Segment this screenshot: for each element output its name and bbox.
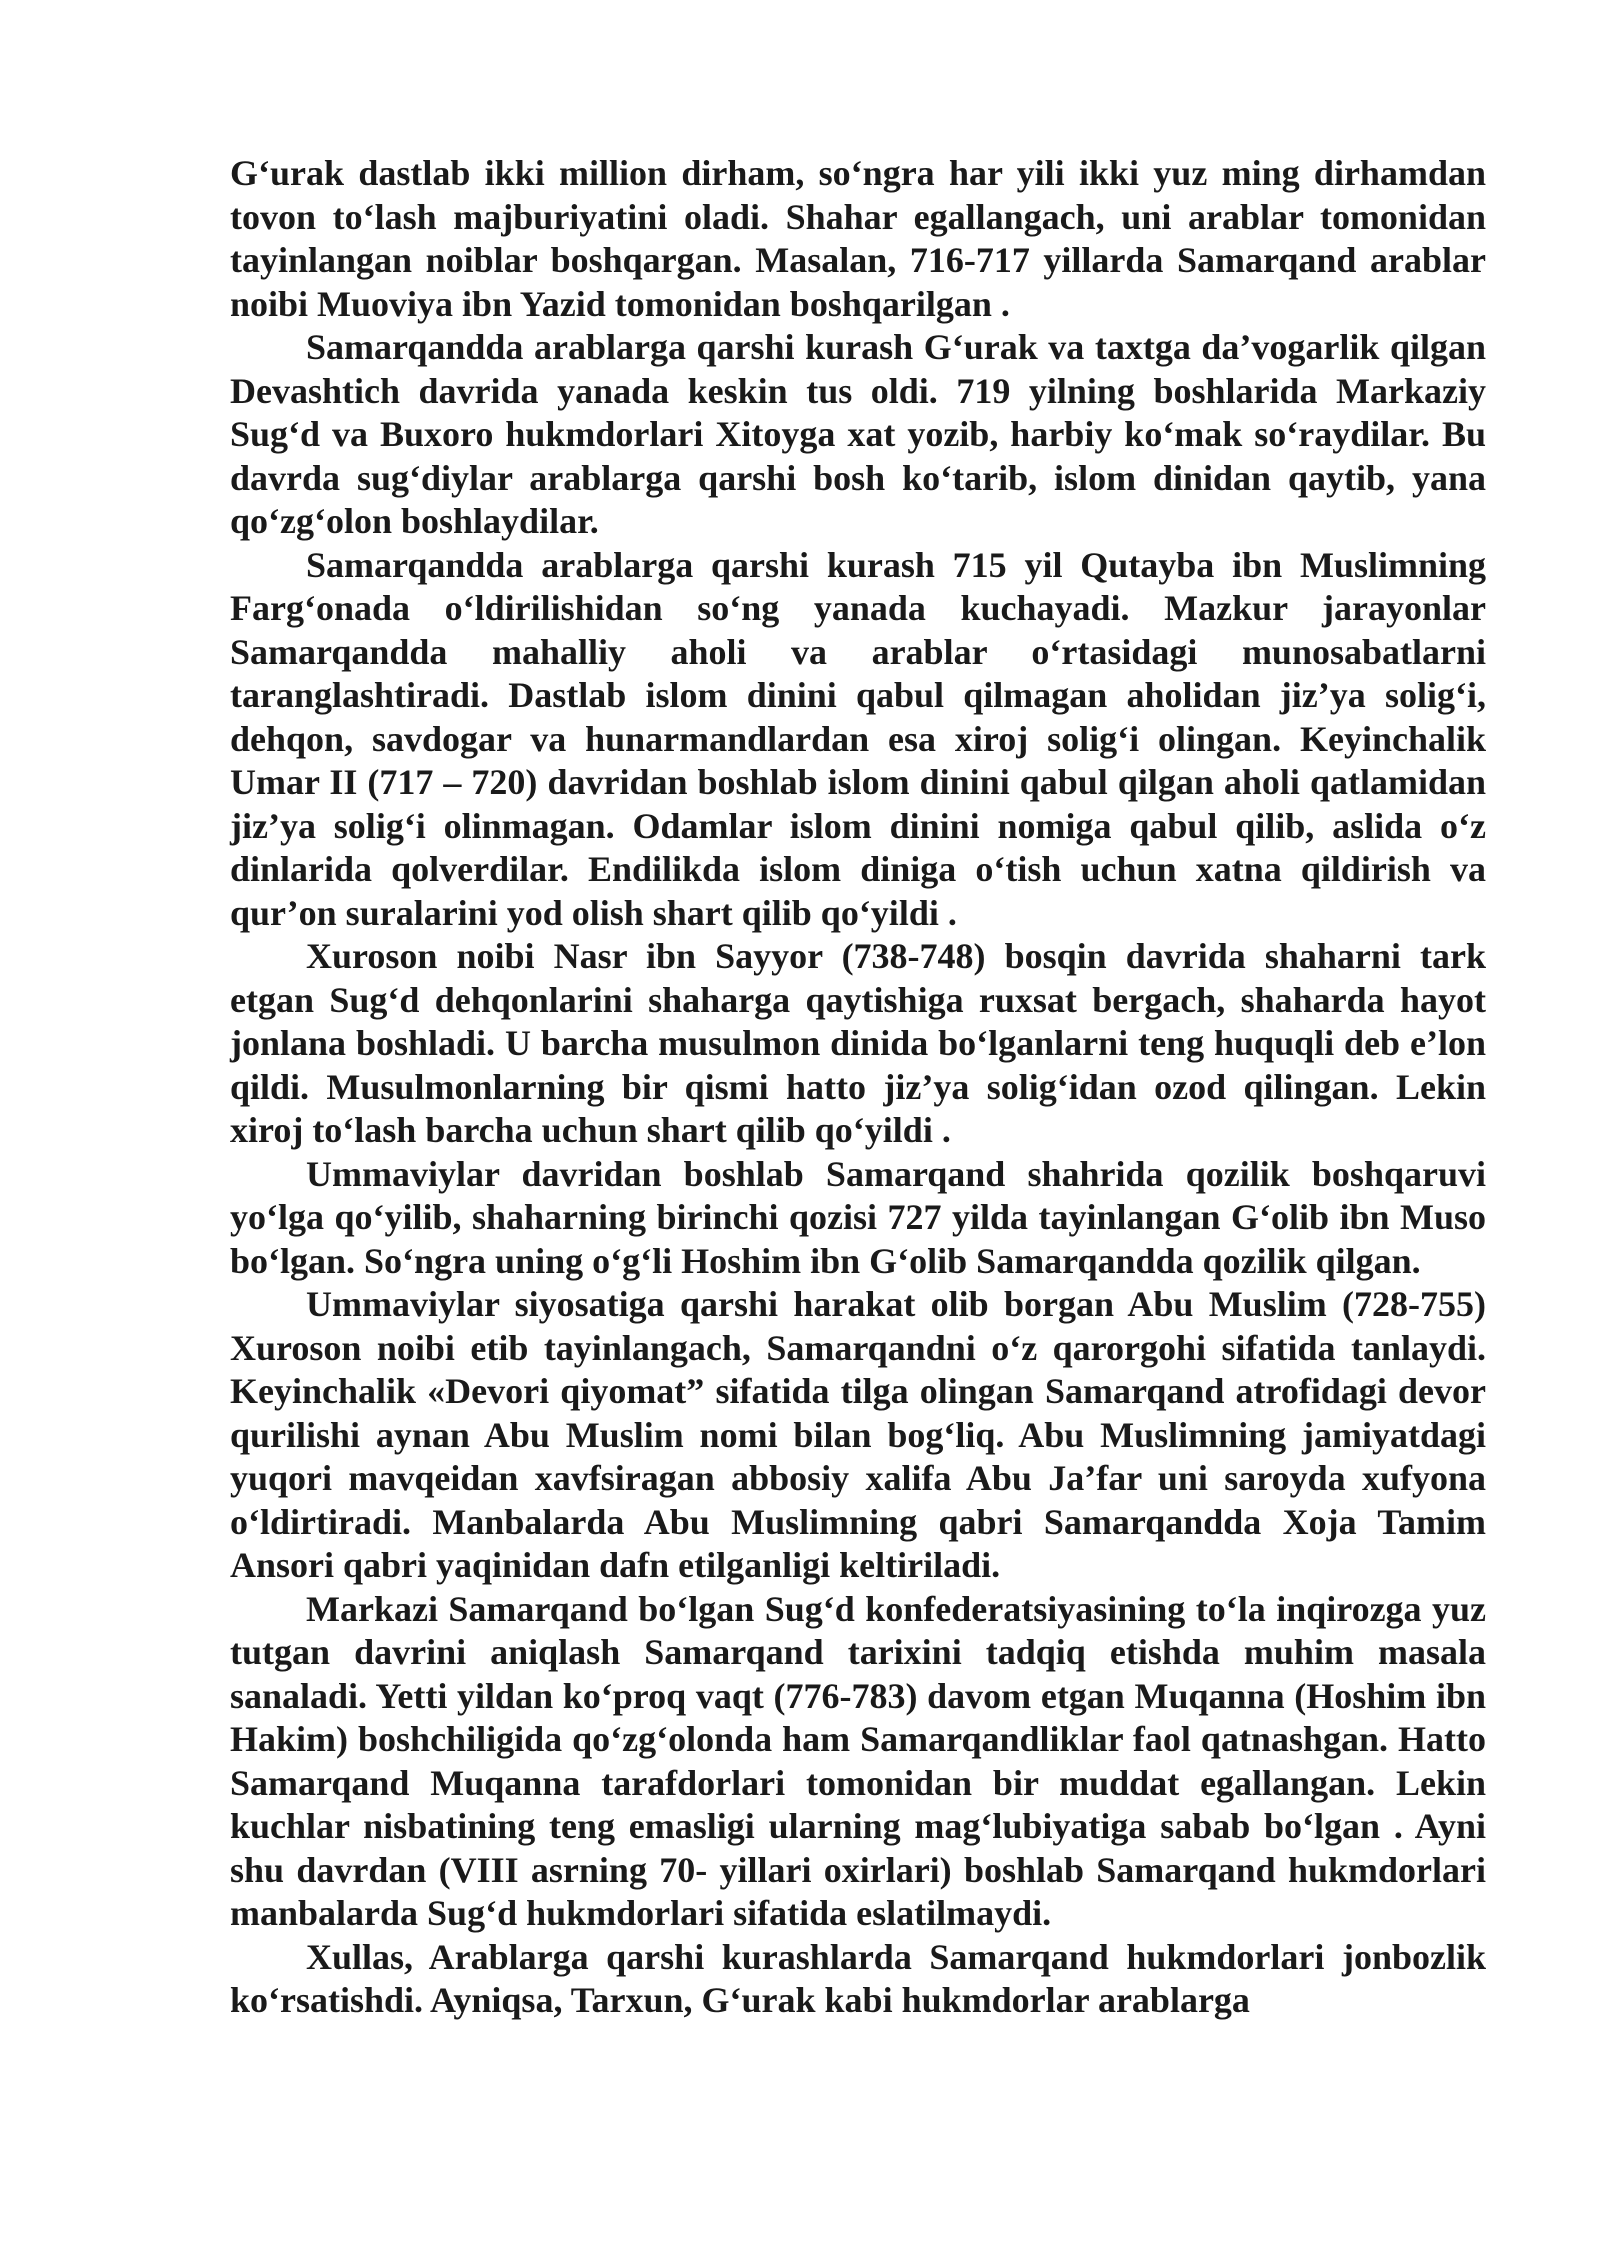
paragraph-6: Ummaviylar siyosatiga qarshi harakat olib borgan Abu Muslim (728-755) Xuroson noibi etib tayinlangach, Samarqandni o‘z qarorgohi sifatida tanlaydi. Keyinchalik «Devori qiyomat” sifatida tilga olingan Samarqand atrofidagi devor qurilishi aynan Abu Muslim nomi bilan bog‘liq. Abu Muslimning jamiyatdagi yuqori mavqeidan xavfsiragan abbosiy xalifa Abu Ja’far uni saroyda xufyona o‘ldirtiradi. Manbalarda Abu Muslimning qabri Samarqandda Xoja Tamim Ansori qabri yaqinidan dafn etilganligi keltiriladi. [230,1284,1486,1585]
paragraph-2: Samarqandda arablarga qarshi kurash G‘urak va taxtga da’vogarlik qilgan Devashtich davrida yanada keskin tus oldi. 719 yilning boshlarida Markaziy Sug‘d va Buxoro hukmdorlari Xitoyga xat yozib, harbiy ko‘mak so‘raydilar. Bu davrda sug‘diylar arablarga qarshi bosh ko‘tarib, islom dinidan qaytib, yana qo‘zg‘olon boshlaydilar. [230,327,1486,541]
paragraph-7: Markazi Samarqand bo‘lgan Sug‘d konfederatsiyasining to‘la inqirozga yuz tutgan davrini aniqlash Samarqand tarixini tadqiq etishda muhim masala sanaladi. Yetti yildan ko‘proq vaqt (776-783) davom etgan Muqanna (Hoshim ibn Hakim) boshchiligida qo‘zg‘olonda ham Samarqandliklar faol qatnashgan. Hatto Samarqand Muqanna tarafdorlari tomonidan bir muddat egallangan. Lekin kuchlar nisbatining teng emasligi ularning mag‘lubiyatiga sabab bo‘lgan . Ayni shu davrdan (VIII asrning 70- yillari oxirlari) boshlab Samarqand hukmdorlari manbalarda Sug‘d hukmdorlari sifatida eslatilmaydi. [230,1588,1486,1933]
paragraph-8: Xullas, Arablarga qarshi kurashlarda Samarqand hukmdorlari jonbozlik ko‘rsatishdi. Ayniqsa, Tarxun, G‘urak kabi hukmdorlar arablarga [230,1936,1486,2020]
document-page [230,152,1486,2023]
paragraph-4: Xuroson noibi Nasr ibn Sayyor (738-748) bosqin davrida shaharni tark etgan Sug‘d dehqonlarini shaharga qaytishiga ruxsat bergach, shaharda hayot jonlana boshladi. U barcha musulmon dinida bo‘lganlarni teng huquqli deb e’lon qildi. Musulmonlarning bir qismi hatto jiz’ya solig‘idan ozod qilingan. Lekin xiroj to‘lash barcha uchun shart qilib qo‘yildi . [230,936,1486,1150]
paragraph-5: Ummaviylar davridan boshlab Samarqand shahrida qozilik boshqaruvi yo‘lga qo‘yilib, shaharning birinchi qozisi 727 yilda tayinlangan G‘olib ibn Muso bo‘lgan. So‘ngra uning o‘g‘li Hoshim ibn G‘olib Samarqandda qozilik qilgan. [230,1153,1486,1281]
paragraph-1: G‘urak dastlab ikki million dirham, so‘ngra har yili ikki yuz ming dirhamdan tovon to‘lash majburiyatini oladi. Shahar egallangach, uni arablar tomonidan tayinlangan noiblar boshqargan. Masalan, 716-717 yillarda Samarqand arablar noibi Muoviya ibn Yazid tomonidan boshqarilgan . [230,153,1486,324]
paragraph-3: Samarqandda arablarga qarshi kurash 715 yil Qutayba ibn Muslimning Farg‘onada o‘ldirilishidan so‘ng yanada kuchayadi. Mazkur jarayonlar Samarqandda mahalliy aholi va arablar o‘rtasidagi munosabatlarni taranglashtiradi. Dastlab islom dinini qabul qilmagan aholidan jiz’ya solig‘i, dehqon, savdogar va hunarmandlardan esa xiroj solig‘i olingan. Keyinchalik Umar II (717 – 720) davridan boshlab islom dinini qabul qilgan aholi qatlamidan jiz’ya solig‘i olinmagan. Odamlar islom dinini nomiga qabul qilib, aslida o‘z dinlarida qolverdilar. Endilikda islom diniga o‘tish uchun xatna qildirish va qur’on suralarini yod olish shart qilib qo‘yildi . [230,544,1486,933]
